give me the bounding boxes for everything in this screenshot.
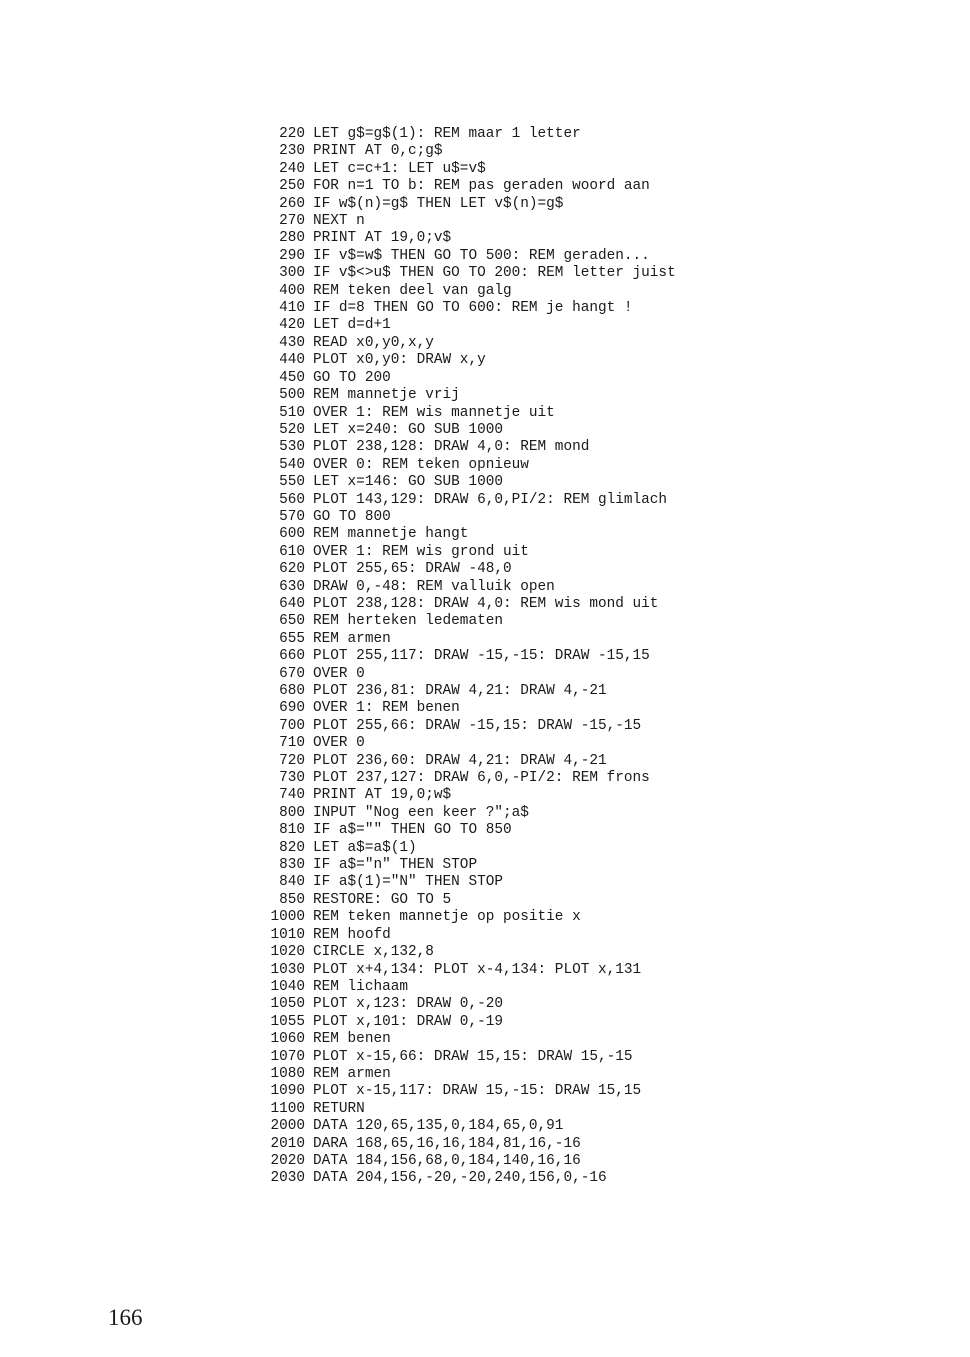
- line-code: DARA 168,65,16,16,184,81,16,-16: [313, 1135, 581, 1152]
- code-line: [258, 996, 676, 1013]
- line-number: 840: [279, 874, 305, 891]
- basic-program-listing: [258, 126, 676, 1188]
- line-number: 610: [279, 543, 305, 560]
- line-number: 230: [279, 143, 305, 160]
- line-number: 500: [279, 387, 305, 404]
- line-code: DATA 120,65,135,0,184,65,0,91: [313, 1118, 564, 1135]
- line-code: PLOT 255,66: DRAW -15,15: DRAW -15,-15: [313, 717, 642, 734]
- code-line: [258, 474, 676, 491]
- line-code: IF v$=w$ THEN GO TO 500: REM geraden...: [313, 247, 650, 264]
- line-number: 820: [279, 839, 305, 856]
- code-line: [258, 718, 676, 735]
- code-line: [258, 544, 676, 561]
- line-code: OVER 0: [313, 665, 365, 682]
- line-code: REM benen: [313, 1031, 391, 1048]
- line-number: 710: [279, 735, 305, 752]
- code-line: [258, 526, 676, 543]
- line-code: IF d=8 THEN GO TO 600: REM je hangt !: [313, 300, 633, 317]
- code-line: [258, 805, 676, 822]
- code-line: [258, 753, 676, 770]
- line-number: 570: [279, 508, 305, 525]
- line-number: 540: [279, 456, 305, 473]
- line-number: 300: [279, 265, 305, 282]
- line-number: 640: [279, 595, 305, 612]
- code-line: [258, 822, 676, 839]
- line-code: IF w$(n)=g$ THEN LET v$(n)=g$: [313, 195, 564, 212]
- code-line: [258, 892, 676, 909]
- line-code: LET d=d+1: [313, 317, 391, 334]
- code-line: [258, 1066, 676, 1083]
- line-number: 690: [279, 700, 305, 717]
- line-number: 1030: [270, 961, 305, 978]
- code-line: [258, 1031, 676, 1048]
- line-number: 510: [279, 404, 305, 421]
- line-code: DRAW 0,-48: REM valluik open: [313, 578, 555, 595]
- line-code: PLOT x0,y0: DRAW x,y: [313, 352, 486, 369]
- code-line: [258, 666, 676, 683]
- code-line: [258, 613, 676, 630]
- line-code: PRINT AT 19,0;w$: [313, 787, 452, 804]
- line-code: REM mannetje hangt: [313, 526, 469, 543]
- line-number: 1100: [270, 1100, 305, 1117]
- line-code: PLOT x-15,66: DRAW 15,15: DRAW 15,-15: [313, 1048, 633, 1065]
- line-code: PLOT 236,60: DRAW 4,21: DRAW 4,-21: [313, 752, 607, 769]
- line-code: READ x0,y0,x,y: [313, 334, 434, 351]
- line-number: 700: [279, 717, 305, 734]
- line-code: LET c=c+1: LET u$=v$: [313, 160, 486, 177]
- code-line: [258, 909, 676, 926]
- line-code: REM teken mannetje op positie x: [313, 909, 581, 926]
- code-line: [258, 387, 676, 404]
- code-line: [258, 300, 676, 317]
- code-line: [258, 1136, 676, 1153]
- line-code: REM lichaam: [313, 978, 408, 995]
- line-code: PLOT x,123: DRAW 0,-20: [313, 996, 503, 1013]
- code-line: [258, 161, 676, 178]
- line-code: LET g$=g$(1): REM maar 1 letter: [313, 126, 581, 142]
- line-number: 810: [279, 822, 305, 839]
- line-code: PLOT 255,117: DRAW -15,-15: DRAW -15,15: [313, 648, 650, 665]
- line-code: PLOT x+4,134: PLOT x-4,134: PLOT x,131: [313, 961, 642, 978]
- line-code: OVER 0: [313, 735, 365, 752]
- line-number: 400: [279, 282, 305, 299]
- code-line: [258, 927, 676, 944]
- line-code: REM herteken ledematen: [313, 613, 503, 630]
- code-line: [258, 787, 676, 804]
- code-line: [258, 126, 676, 143]
- line-code: RESTORE: GO TO 5: [313, 891, 452, 908]
- code-line: [258, 370, 676, 387]
- line-code: LET a$=a$(1): [313, 839, 417, 856]
- code-line: [258, 770, 676, 787]
- line-number: 220: [279, 126, 305, 142]
- code-line: [258, 979, 676, 996]
- code-line: [258, 648, 676, 665]
- line-code: PLOT 236,81: DRAW 4,21: DRAW 4,-21: [313, 683, 607, 699]
- line-code: IF v$<>u$ THEN GO TO 200: REM letter juist: [313, 265, 676, 282]
- line-number: 530: [279, 439, 305, 456]
- line-number: 800: [279, 804, 305, 821]
- line-code: PLOT 237,127: DRAW 6,0,-PI/2: REM frons: [313, 770, 650, 787]
- code-line: [258, 561, 676, 578]
- code-line: [258, 248, 676, 265]
- line-number: 1000: [270, 909, 305, 926]
- line-number: 740: [279, 787, 305, 804]
- line-number: 420: [279, 317, 305, 334]
- line-code: OVER 1: REM benen: [313, 700, 460, 717]
- line-code: PRINT AT 19,0;v$: [313, 230, 452, 247]
- line-number: 1080: [270, 1065, 305, 1082]
- code-line: [258, 1014, 676, 1031]
- code-line: [258, 735, 676, 752]
- line-number: 650: [279, 613, 305, 630]
- code-line: [258, 352, 676, 369]
- code-line: [258, 265, 676, 282]
- line-code: FOR n=1 TO b: REM pas geraden woord aan: [313, 178, 650, 195]
- line-code: REM mannetje vrij: [313, 387, 460, 404]
- line-code: CIRCLE x,132,8: [313, 944, 434, 961]
- code-line: [258, 857, 676, 874]
- line-number: 660: [279, 648, 305, 665]
- line-number: 1010: [270, 926, 305, 943]
- code-line: [258, 230, 676, 247]
- line-number: 1040: [270, 978, 305, 995]
- line-number: 430: [279, 334, 305, 351]
- line-number: 1055: [270, 1013, 305, 1030]
- line-number: 720: [279, 752, 305, 769]
- line-number: 240: [279, 160, 305, 177]
- line-code: INPUT "Nog een keer ?";a$: [313, 804, 529, 821]
- line-code: PRINT AT 0,c;g$: [313, 143, 443, 160]
- line-number: 670: [279, 665, 305, 682]
- line-number: 850: [279, 891, 305, 908]
- line-code: OVER 1: REM wis mannetje uit: [313, 404, 555, 421]
- line-code: OVER 0: REM teken opnieuw: [313, 456, 529, 473]
- code-line: [258, 1049, 676, 1066]
- line-number: 550: [279, 474, 305, 491]
- code-line: [258, 1083, 676, 1100]
- code-line: [258, 492, 676, 509]
- code-line: [258, 143, 676, 160]
- line-code: PLOT x,101: DRAW 0,-19: [313, 1013, 503, 1030]
- line-code: PLOT 238,128: DRAW 4,0: REM mond: [313, 439, 590, 456]
- line-number: 280: [279, 230, 305, 247]
- line-code: REM armen: [313, 630, 391, 647]
- line-number: 620: [279, 561, 305, 578]
- line-number: 1060: [270, 1031, 305, 1048]
- code-line: [258, 317, 676, 334]
- line-code: DATA 184,156,68,0,184,140,16,16: [313, 1152, 581, 1169]
- code-line: [258, 283, 676, 300]
- code-line: [258, 405, 676, 422]
- code-line: [258, 178, 676, 195]
- line-code: LET x=146: GO SUB 1000: [313, 474, 503, 491]
- line-number: 1090: [270, 1083, 305, 1100]
- code-line: [258, 457, 676, 474]
- line-number: 250: [279, 178, 305, 195]
- code-line: [258, 1118, 676, 1135]
- code-line: [258, 631, 676, 648]
- line-number: 600: [279, 526, 305, 543]
- line-number: 2030: [270, 1170, 305, 1187]
- code-line: [258, 944, 676, 961]
- line-number: 1050: [270, 996, 305, 1013]
- line-code: RETURN: [313, 1100, 365, 1117]
- line-number: 290: [279, 247, 305, 264]
- code-line: [258, 579, 676, 596]
- code-line: [258, 683, 676, 700]
- line-code: REM teken deel van galg: [313, 282, 512, 299]
- line-code: NEXT n: [313, 213, 365, 230]
- code-line: [258, 874, 676, 891]
- line-number: 2000: [270, 1118, 305, 1135]
- line-code: PLOT 255,65: DRAW -48,0: [313, 561, 512, 578]
- code-line: [258, 213, 676, 230]
- code-line: [258, 422, 676, 439]
- line-code: GO TO 800: [313, 508, 391, 525]
- line-number: 270: [279, 213, 305, 230]
- line-number: 655: [279, 630, 305, 647]
- line-code: PLOT 238,128: DRAW 4,0: REM wis mond uit: [313, 595, 659, 612]
- line-code: IF a$="" THEN GO TO 850: [313, 822, 512, 839]
- code-line: [258, 840, 676, 857]
- code-line: [258, 439, 676, 456]
- line-number: 680: [279, 683, 305, 699]
- line-code: LET x=240: GO SUB 1000: [313, 421, 503, 438]
- line-code: DATA 204,156,-20,-20,240,156,0,-16: [313, 1170, 607, 1187]
- line-code: PLOT 143,129: DRAW 6,0,PI/2: REM glimlach: [313, 491, 668, 508]
- line-code: IF a$="n" THEN STOP: [313, 857, 478, 874]
- line-number: 2010: [270, 1135, 305, 1152]
- line-number: 2020: [270, 1152, 305, 1169]
- line-number: 730: [279, 770, 305, 787]
- code-line: [258, 509, 676, 526]
- line-code: REM hoofd: [313, 926, 391, 943]
- code-line: [258, 1153, 676, 1170]
- code-line: [258, 1101, 676, 1118]
- line-number: 1020: [270, 944, 305, 961]
- line-number: 440: [279, 352, 305, 369]
- line-number: 1070: [270, 1048, 305, 1065]
- code-line: [258, 596, 676, 613]
- line-code: IF a$(1)="N" THEN STOP: [313, 874, 503, 891]
- code-line: [258, 962, 676, 979]
- line-code: OVER 1: REM wis grond uit: [313, 543, 529, 560]
- line-number: 260: [279, 195, 305, 212]
- line-number: 830: [279, 857, 305, 874]
- line-number: 630: [279, 578, 305, 595]
- line-code: REM armen: [313, 1065, 391, 1082]
- line-code: GO TO 200: [313, 369, 391, 386]
- code-line: [258, 700, 676, 717]
- page-number: 166: [108, 1305, 143, 1330]
- code-line: [258, 1170, 676, 1187]
- line-number: 520: [279, 421, 305, 438]
- line-code: PLOT x-15,117: DRAW 15,-15: DRAW 15,15: [313, 1083, 642, 1100]
- code-line: [258, 196, 676, 213]
- line-number: 410: [279, 300, 305, 317]
- line-number: 560: [279, 491, 305, 508]
- code-line: [258, 335, 676, 352]
- line-number: 450: [279, 369, 305, 386]
